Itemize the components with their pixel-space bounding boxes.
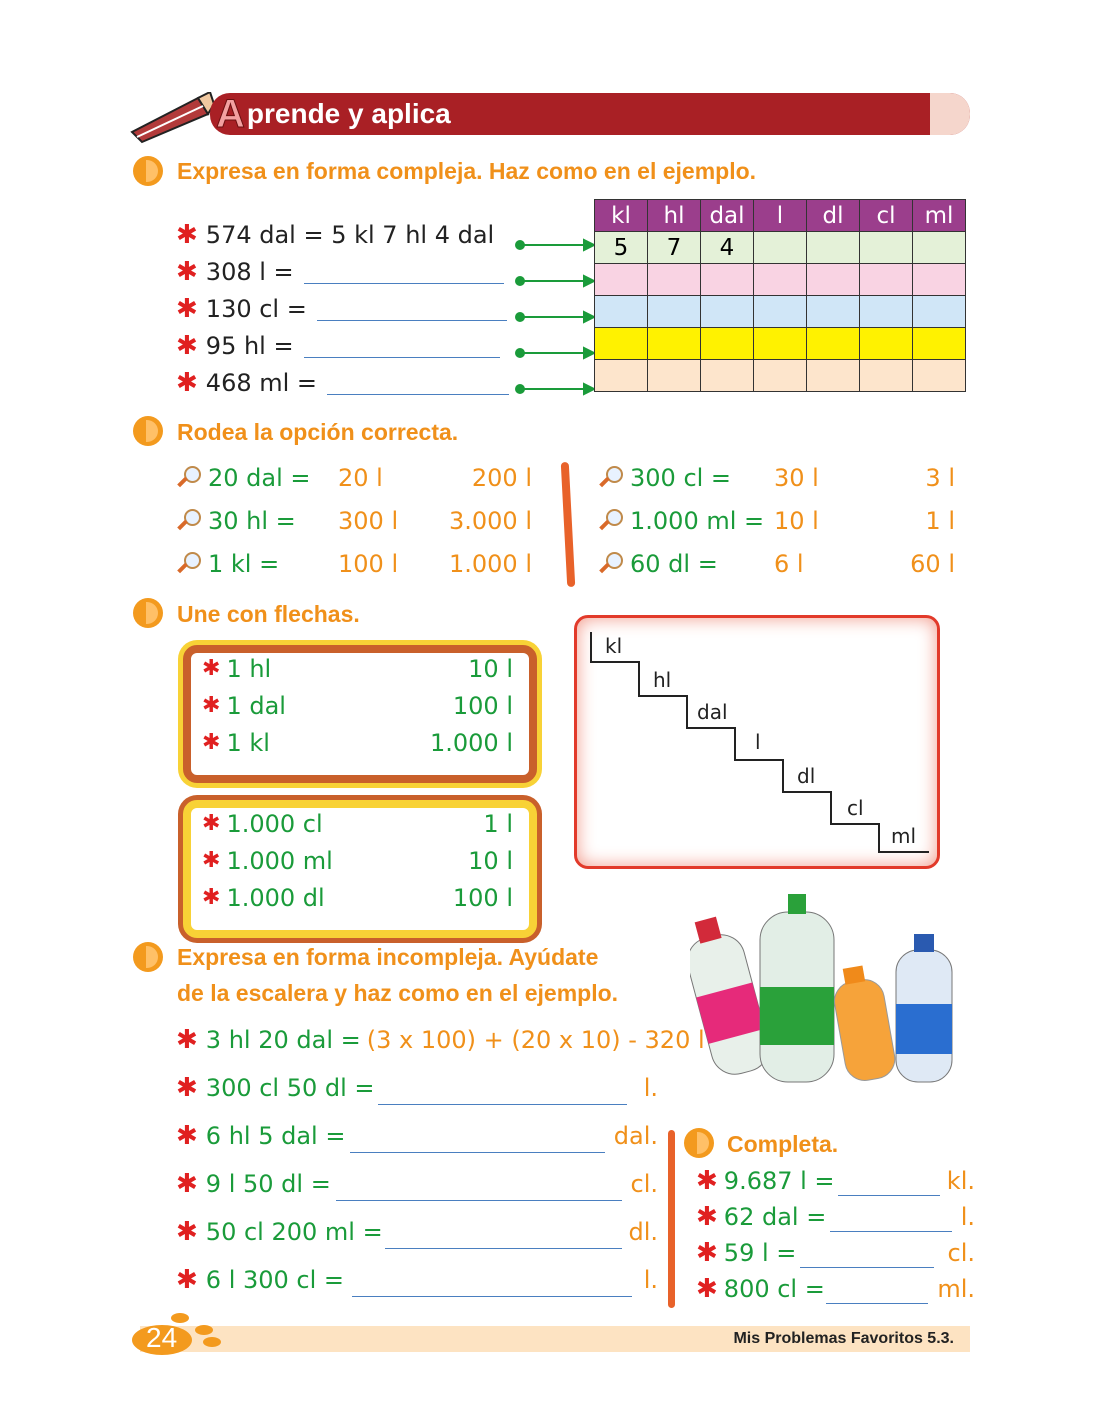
table-header-cell: dl <box>807 200 860 232</box>
answer-blank[interactable] <box>838 1173 940 1196</box>
table-cell <box>754 232 807 264</box>
section1-item <box>176 258 504 286</box>
orange-circle-icon <box>133 598 163 628</box>
match-left-text: 1 hl <box>226 655 272 683</box>
units-table <box>594 199 966 392</box>
red-splat-icon: ✱ <box>176 331 198 361</box>
magnifier-icon <box>176 465 202 491</box>
section5-title: Completa. <box>727 1131 839 1157</box>
complete-question: 59 l = <box>723 1239 797 1267</box>
table-cell[interactable] <box>807 360 860 392</box>
arrows-group <box>512 230 596 400</box>
red-splat-icon: ✱ <box>176 368 198 398</box>
choice-option-a[interactable]: 10 l <box>774 507 819 535</box>
choice-option-b[interactable]: 200 l <box>471 464 532 492</box>
match-right-item[interactable]: 10 l <box>468 655 513 683</box>
section1-item <box>176 295 507 323</box>
table-header-cell: hl <box>648 200 701 232</box>
stair-label: cl <box>847 796 864 820</box>
choice-row <box>176 507 296 535</box>
complete-unit: ml. <box>937 1275 975 1303</box>
table-cell: 4 <box>701 232 754 264</box>
conversion-item <box>176 1218 383 1246</box>
table-cell[interactable] <box>860 296 913 328</box>
table-cell[interactable] <box>648 328 701 360</box>
complete-unit: l. <box>960 1203 975 1231</box>
conversion-item <box>176 1266 344 1294</box>
conversion-item <box>176 1170 331 1198</box>
example-answer: (3 x 100) + (20 x 10) - 320 l <box>366 1026 705 1054</box>
header-pencil-icon <box>128 92 218 144</box>
red-splat-icon: ✱ <box>176 220 198 250</box>
table-cell: 7 <box>648 232 701 264</box>
answer-blank[interactable] <box>385 1226 622 1249</box>
choice-option-b[interactable]: 3 l <box>925 464 955 492</box>
match-right-item[interactable]: 1.000 l <box>429 729 513 757</box>
choice-question: 20 dal = <box>208 464 311 492</box>
stair-label: ml <box>891 824 917 848</box>
table-cell <box>913 232 966 264</box>
conversion-item <box>176 1074 375 1102</box>
section4-title-line1: Expresa en forma incompleja. Ayúdate <box>177 944 599 970</box>
table-cell[interactable] <box>860 360 913 392</box>
complete-unit: cl. <box>947 1239 975 1267</box>
table-cell[interactable] <box>860 328 913 360</box>
table-cell[interactable] <box>701 264 754 296</box>
stair-label: hl <box>653 668 672 692</box>
table-header-cell: ml <box>913 200 966 232</box>
choice-row <box>598 507 764 535</box>
table-cell[interactable] <box>754 264 807 296</box>
red-splat-icon: ✱ <box>176 1169 198 1199</box>
conversion-item <box>176 1122 345 1150</box>
choice-row <box>598 550 718 578</box>
conversion-question: 6 l 300 cl = <box>205 1266 345 1294</box>
choice-question: 60 dl = <box>630 550 718 578</box>
orange-circle-icon <box>684 1128 714 1158</box>
conversion-question: 9 l 50 dl = <box>205 1170 331 1198</box>
answer-blank[interactable] <box>826 1281 928 1304</box>
table-cell[interactable] <box>913 296 966 328</box>
table-header-cell: kl <box>595 200 648 232</box>
table-cell <box>860 232 913 264</box>
table-cell[interactable] <box>913 360 966 392</box>
choice-row <box>598 464 731 492</box>
divider-bar <box>668 1130 675 1308</box>
section1-item-text: 468 ml = <box>205 369 318 397</box>
stair-label: kl <box>605 634 623 658</box>
table-cell[interactable] <box>648 296 701 328</box>
table-cell[interactable] <box>754 328 807 360</box>
answer-blank[interactable] <box>830 1209 952 1232</box>
table-row <box>595 360 966 392</box>
answer-blank[interactable] <box>352 1274 632 1297</box>
match-right-item[interactable]: 100 l <box>452 692 513 720</box>
choice-option-a[interactable]: 300 l <box>338 507 399 535</box>
table-cell[interactable] <box>807 264 860 296</box>
red-splat-icon: ✱ <box>176 1121 198 1151</box>
magnifier-icon <box>598 465 624 491</box>
conversion-unit: l. <box>643 1074 658 1102</box>
header-title-rest: prende y aplica <box>246 98 451 129</box>
choice-option-b[interactable]: 1.000 l <box>448 550 532 578</box>
red-splat-icon: ✱ <box>202 693 221 718</box>
magnifier-icon <box>176 551 202 577</box>
table-cell[interactable] <box>595 360 648 392</box>
match-left-text: 1.000 ml <box>226 847 333 875</box>
red-splat-icon: ✱ <box>696 1202 718 1232</box>
answer-blank[interactable] <box>378 1082 627 1105</box>
table-cell[interactable] <box>701 296 754 328</box>
complete-question: 62 dal = <box>723 1203 827 1231</box>
table-cell[interactable] <box>807 296 860 328</box>
red-splat-icon: ✱ <box>202 656 221 681</box>
match-left-item[interactable] <box>202 847 333 875</box>
choice-question: 30 hl = <box>208 507 296 535</box>
red-splat-icon: ✱ <box>176 1265 198 1295</box>
magnifier-icon <box>598 551 624 577</box>
orange-circle-icon <box>133 942 163 972</box>
answer-blank[interactable] <box>336 1178 622 1201</box>
match-right-item[interactable]: 10 l <box>468 847 513 875</box>
section1-item-text: 95 hl = <box>205 332 294 360</box>
conversion-question: 6 hl 5 dal = <box>205 1122 346 1150</box>
answer-blank[interactable] <box>304 335 500 358</box>
match-left-item[interactable] <box>202 729 270 757</box>
example-row <box>176 1026 705 1054</box>
table-cell[interactable] <box>860 264 913 296</box>
conversion-unit: dal. <box>613 1122 658 1150</box>
divider-bar <box>561 462 576 587</box>
complete-item <box>696 1167 835 1195</box>
table-cell[interactable] <box>913 264 966 296</box>
match-left-text: 1 dal <box>226 692 286 720</box>
match-left-item[interactable] <box>202 810 323 838</box>
complete-item <box>696 1275 825 1303</box>
magnifier-icon <box>176 508 202 534</box>
section4-title-line2: de la escalera y haz como en el ejemplo. <box>177 980 619 1006</box>
answer-blank[interactable] <box>350 1130 605 1153</box>
section1-item-text: 308 l = <box>205 258 294 286</box>
match-left-item[interactable] <box>202 655 271 683</box>
table-cell[interactable] <box>595 264 648 296</box>
orange-circle-icon <box>133 156 163 186</box>
stairs-frame <box>574 615 940 869</box>
stair-label: dl <box>797 764 816 788</box>
match-left-text: 1 kl <box>226 729 270 757</box>
page-number: 24 <box>146 1322 178 1353</box>
table-row <box>595 296 966 328</box>
table-cell[interactable] <box>701 360 754 392</box>
section1-item <box>176 332 500 360</box>
table-row <box>595 264 966 296</box>
match-right-item[interactable]: 1 l <box>483 810 513 838</box>
match-left-text: 1.000 dl <box>226 884 325 912</box>
table-cell <box>807 232 860 264</box>
table-row <box>595 232 966 264</box>
table-cell[interactable] <box>648 264 701 296</box>
red-splat-icon: ✱ <box>202 848 221 873</box>
table-cell[interactable] <box>701 328 754 360</box>
section1-item-text: 574 dal = 5 kl 7 hl 4 dal <box>205 221 495 249</box>
table-cell[interactable] <box>807 328 860 360</box>
red-splat-icon: ✱ <box>202 811 221 836</box>
red-splat-icon: ✱ <box>176 1025 198 1055</box>
choice-row <box>176 464 311 492</box>
header-letter: A <box>216 91 245 136</box>
table-cell: 5 <box>595 232 648 264</box>
match-left-item[interactable] <box>202 692 286 720</box>
choice-option-b[interactable]: 60 l <box>910 550 955 578</box>
header-title <box>216 92 451 136</box>
magnifier-icon <box>598 508 624 534</box>
choice-row <box>176 550 279 578</box>
complete-unit: kl. <box>946 1167 975 1195</box>
complete-question: 800 cl = <box>723 1275 825 1303</box>
choice-question: 1 kl = <box>208 550 280 578</box>
table-cell[interactable] <box>754 296 807 328</box>
red-splat-icon: ✱ <box>696 1238 718 1268</box>
table-cell[interactable] <box>648 360 701 392</box>
table-cell[interactable] <box>913 328 966 360</box>
section1-item <box>176 369 509 397</box>
example-question: 3 hl 20 dal = <box>205 1026 361 1054</box>
orange-circle-icon <box>133 416 163 446</box>
red-splat-icon: ✱ <box>696 1274 718 1304</box>
table-cell[interactable] <box>595 296 648 328</box>
conversion-unit: cl. <box>630 1170 658 1198</box>
stair-label: l <box>755 730 761 754</box>
choice-option-b[interactable]: 3.000 l <box>448 507 532 535</box>
red-splat-icon: ✱ <box>176 294 198 324</box>
section1-item-text: 130 cl = <box>205 295 307 323</box>
table-row <box>595 328 966 360</box>
table-header-cell: l <box>754 200 807 232</box>
choice-option-a[interactable]: 30 l <box>774 464 819 492</box>
book-title: Mis Problemas Favoritos 5.3. <box>733 1330 954 1347</box>
section3-title: Une con flechas. <box>177 601 360 627</box>
section1-title: Expresa en forma compleja. Haz como en el ejemplo. <box>177 158 757 184</box>
bottles-illustration <box>690 892 960 1092</box>
table-cell[interactable] <box>754 360 807 392</box>
conversion-question: 50 cl 200 ml = <box>205 1218 383 1246</box>
choice-option-a[interactable]: 20 l <box>338 464 383 492</box>
match-left-item[interactable] <box>202 884 325 912</box>
choice-option-a[interactable]: 100 l <box>338 550 399 578</box>
match-right-item[interactable]: 100 l <box>452 884 513 912</box>
table-header-cell: dal <box>701 200 754 232</box>
complete-question: 9.687 l = <box>723 1167 835 1195</box>
choice-option-a[interactable]: 6 l <box>774 550 804 578</box>
match-left-text: 1.000 cl <box>226 810 323 838</box>
red-splat-icon: ✱ <box>696 1166 718 1196</box>
complete-item <box>696 1239 796 1267</box>
answer-blank[interactable] <box>317 298 507 321</box>
choice-option-b[interactable]: 1 l <box>925 507 955 535</box>
conversion-question: 300 cl 50 dl = <box>205 1074 375 1102</box>
red-splat-icon: ✱ <box>202 730 221 755</box>
complete-item <box>696 1203 826 1231</box>
table-header-cell: cl <box>860 200 913 232</box>
section1-item <box>176 221 494 249</box>
answer-blank[interactable] <box>304 261 504 284</box>
choice-question: 1.000 ml = <box>630 507 765 535</box>
red-splat-icon: ✱ <box>176 1217 198 1247</box>
conversion-unit: dl. <box>628 1218 658 1246</box>
section2-title: Rodea la opción correcta. <box>177 419 459 445</box>
red-splat-icon: ✱ <box>202 885 221 910</box>
answer-blank[interactable] <box>327 372 509 395</box>
stair-label: dal <box>697 700 728 724</box>
table-cell[interactable] <box>595 328 648 360</box>
red-splat-icon: ✱ <box>176 257 198 287</box>
answer-blank[interactable] <box>800 1245 934 1268</box>
red-splat-icon: ✱ <box>176 1073 198 1103</box>
choice-question: 300 cl = <box>630 464 732 492</box>
conversion-unit: l. <box>643 1266 658 1294</box>
